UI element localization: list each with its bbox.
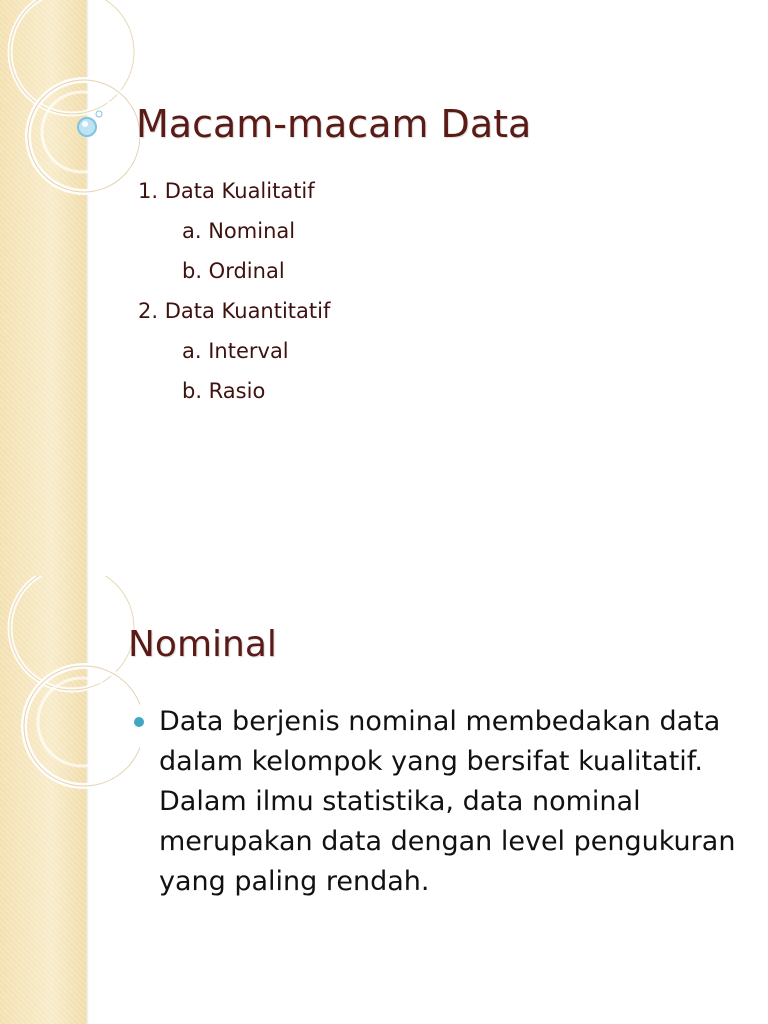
- bullet-paragraph: [134, 702, 744, 902]
- decorative-circles-icon: [0, 0, 140, 240]
- data-types-outline: [138, 174, 330, 414]
- bullet-dot-icon: [134, 717, 144, 727]
- slide-title: Macam-macam Data: [136, 102, 532, 146]
- list-item: b. Rasio: [182, 379, 266, 403]
- slide-2: [0, 576, 768, 1024]
- list-item: 1. Data Kualitatif: [138, 179, 315, 203]
- slide-title: Nominal: [128, 624, 277, 665]
- list-item: a. Nominal: [182, 219, 296, 243]
- list-item: a. Interval: [182, 339, 289, 363]
- list-item: b. Ordinal: [182, 259, 285, 283]
- decorative-circles-icon: [0, 576, 140, 816]
- bullet-text: Data berjenis nominal membedakan data dalam kelompok yang bersifat kualitatif. Dalam ilmu statistika, data nominal merupakan data dengan level pengukuran yang paling rendah.: [159, 706, 736, 897]
- list-item: 2. Data Kuantitatif: [138, 299, 331, 323]
